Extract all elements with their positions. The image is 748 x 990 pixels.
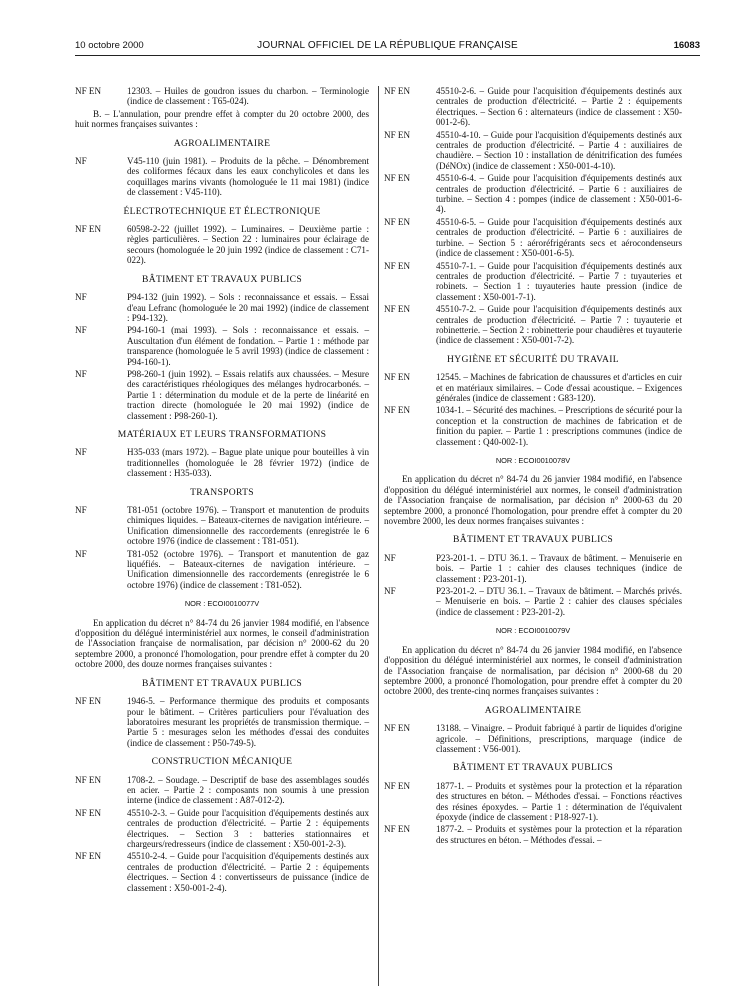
- norm-entry: [384, 553, 682, 584]
- norm-entry: [384, 781, 682, 823]
- norm-code: NF EN: [75, 851, 102, 862]
- nor-reference: NOR : ECOI0010078V: [495, 456, 571, 465]
- norm-entry: [75, 808, 369, 850]
- norm-code: NF EN: [384, 405, 411, 416]
- norm-text: 1708-2. – Soudage. – Descriptif de base des assemblages soudés en acier. – Partie 2 : composants non soumis à une pression interne (indice de classement : A87-012-2).: [127, 774, 369, 806]
- norm-code: NF EN: [75, 807, 102, 818]
- paragraph: En application du décret n° 84-74 du 26 janvier 1984 modifié, en l'absence d'opposition du délégué interministériel aux normes, le conseil d'administration de l'Association française de normalisation, par décision n° 2000-63 du 20 septembre 2000, a prononcé l'homologation, pour prendre effet à compter du 20 novembre 2000, les deux normes françaises suivantes :: [384, 474, 682, 527]
- header-title: JOURNAL OFFICIEL DE LA RÉPUBLIQUE FRANÇAISE: [257, 40, 518, 51]
- norm-code: NF EN: [384, 304, 411, 315]
- norm-code: NF: [75, 548, 87, 559]
- norm-text: 45510-2-3. – Guide pour l'acquisition d'équipements destinés aux centrales de production d'électricité. – Partie 2 : équipements électriques. – Section 3 : batteries stationnaires et chargeurs/redresseurs (indice de classement : X50-001-2-3).: [127, 807, 369, 849]
- norm-code: NF EN: [75, 774, 102, 785]
- norm-text: 45510-4-10. – Guide pour l'acquisition d'équipements destinés aux centrales de production d'électricité. – Partie 4 : auxiliaires de chaudière. – Section 10 : installation de dénitrification des fumées (DéNOx) (indice de classement : X50-001-4-10).: [436, 129, 682, 171]
- norm-entry: [384, 304, 682, 346]
- norm-code: NF: [75, 505, 87, 515]
- norm-text: 45510-6-4. – Guide pour l'acquisition d'équipements destinés aux centrales de production d'électricité. – Partie 6 : auxiliaires de turbine. – Section 4 : pompes (indice de classement : X50-001-6-4).: [436, 173, 682, 215]
- norm-code: NF EN: [75, 696, 102, 707]
- norm-text: 45510-7-2. – Guide pour l'acquisition d'équipements destinés aux centrales de production d'électricité. – Partie 7 : tuyauterie et robinetterie. – Section 2 : robinetterie pour chaudières et tuyauterie (indice de classement : X50-001-7-2).: [436, 304, 682, 346]
- section-heading: BÂTIMENT ET TRAVAUX PUBLICS: [453, 762, 613, 774]
- norm-code: NF: [75, 368, 87, 379]
- norm-entry: [384, 217, 682, 259]
- norm-text: P94-132 (juin 1992). – Sols : reconnaissance et essais. – Essai d'eau Lefranc (homologuée le 20 mai 1992) (indice de classement : P94-132).: [127, 292, 369, 323]
- norm-entry: [384, 86, 682, 128]
- norm-text: P98-260-1 (juin 1992). – Essais relatifs aux chaussées. – Mesure des caractéristiques rhéologiques des mélanges hydrocarbonés. – Partie 1 : détermination du module et de la perte de linéarité en traction directe (homologuée le 20 mai 1992) (indice de classement : P98-260-1).: [127, 368, 369, 421]
- norm-text: 60598-2-22 (juillet 1992). – Luminaires. – Deuxième partie : règles particulières. – Section 22 : luminaires pour éclairage de secours (homologuée le 20 juin 1992 (indice de classement : C71-022).: [127, 224, 369, 266]
- norm-code: NF: [75, 156, 87, 167]
- norm-entry: [384, 586, 682, 617]
- norm-code: NF EN: [384, 260, 411, 271]
- norm-entry: [384, 130, 682, 172]
- norm-code: NF EN: [384, 723, 411, 734]
- norm-entry: [75, 775, 369, 806]
- norm-code: NF: [75, 292, 87, 303]
- paragraph: En application du décret n° 84-74 du 26 janvier 1984 modifié, en l'absence d'opposition du délégué interministériel aux normes, le conseil d'administration de l'Association française de normalisation, par décision n° 2000-62 du 20 septembre 2000, a prononcé l'homologation, pour prendre effet à compter du 20 octobre 2000, des douze normes françaises suivantes :: [75, 617, 369, 670]
- nor-reference: NOR : ECOI0010079V: [495, 626, 571, 636]
- norm-entry: [384, 261, 682, 303]
- nor-reference: NOR : ECOI0010077V: [184, 599, 260, 609]
- column-separator: [378, 86, 379, 986]
- norm-code: NF EN: [384, 216, 411, 227]
- norm-entry: [75, 369, 369, 421]
- norm-text: P23-201-2. – DTU 36.1. – Travaux de bâtiment. – Marchés privés. – Menuiserie en bois. – Partie 2 : cahier des clauses spéciales (indice de classement : P23-201-2).: [436, 586, 682, 617]
- section-heading: TRANSPORTS: [190, 486, 254, 498]
- norm-code: NF EN: [384, 824, 411, 835]
- norm-text: V45-110 (juin 1981). – Produits de la pêche. – Dénombrement des coliformes fécaux dans les eaux conchylicoles et dans les coquillages marins vivants (homologuée le 11 mai 1981) (indice de classement : V45-110).: [127, 156, 369, 198]
- norm-text: 45510-6-5. – Guide pour l'acquisition d'équipements destinés aux centrales de production d'électricité. – Partie 6 : auxiliaires de turbine. – Section 5 : aéroréfrigérants secs et aérocondenseurs (indice de classement : X50-001-6-5).: [436, 216, 682, 259]
- norm-text: 12303. – Huiles de goudron issues du charbon. – Terminologie (indice de classement : T65-024).: [127, 86, 369, 107]
- norm-code: NF: [384, 586, 396, 597]
- paragraph: B. – L'annulation, pour prendre effet à compter du 20 octobre 2000, des huit normes françaises suivantes :: [75, 108, 369, 130]
- norm-code: NF EN: [384, 780, 411, 791]
- section-heading: AGROALIMENTAIRE: [484, 704, 582, 716]
- norm-text: 1034-1. – Sécurité des machines. – Prescriptions de sécurité pour la conception et la construction de machines de fabrication et de finition du papier. – Partie 1 : prescriptions communes (indice de classement : Q40-002-1).: [436, 405, 682, 447]
- section-heading: ÉLECTROTECHNIQUE ET ÉLECTRONIQUE: [123, 205, 321, 217]
- section-heading: AGROALIMENTAIRE: [173, 137, 271, 149]
- section-heading: BÂTIMENT ET TRAVAUX PUBLICS: [142, 273, 302, 285]
- norm-code: NF EN: [384, 372, 411, 383]
- section-heading: HYGIÈNE ET SÉCURITÉ DU TRAVAIL: [447, 353, 619, 365]
- norm-entry: [384, 723, 682, 754]
- norm-text: 45510-2-4. – Guide pour l'acquisition d'équipements destinés aux centrales de production d'électricité. – Partie 2 : équipements électriques. – Section 4 : convertisseurs de puissance (indice de classement : X50-001-2-4).: [127, 851, 369, 893]
- norm-text: 12545. – Machines de fabrication de chaussures et d'articles en cuir et en matériaux similaires. – Code d'essai acoustique. – Exigences générales (indice de classement : G83-120).: [436, 372, 682, 403]
- norm-entry: [75, 156, 369, 198]
- left-column: [75, 86, 369, 895]
- header-rule: [75, 55, 700, 56]
- paragraph: En application du décret n° 84-74 du 26 janvier 1984 modifié, en l'absence d'opposition du délégué interministériel aux normes, le conseil d'administration de l'Association française de normalisation, par décision n° 2000-68 du 20 septembre 2000, a prononcé l'homologation, pour prendre effet à compter du 20 octobre 2000, des trente-cinq normes françaises suivantes :: [384, 644, 682, 697]
- header-page-number: 16083: [673, 40, 700, 51]
- norm-entry: [384, 372, 682, 403]
- norm-text: 45510-7-1. – Guide pour l'acquisition d'équipements destinés aux centrales de production d'électricité. – Partie 7 : tuyauteries et robinets. – Section 1 : tuyauteries haute pression (indice de classement : X50-001-7-1).: [436, 260, 682, 302]
- norm-code: NF: [75, 447, 87, 458]
- norm-entry: [75, 696, 369, 748]
- norm-code: NF EN: [75, 224, 102, 235]
- norm-text: T81-052 (octobre 1976). – Transport et manutention de gaz liquéfiés. – Bateaux-citernes de navigation intérieure. – Unification dimensionnelle des raccordements (enregistrée le 6 octobre 1976) (indice de classement : T81-052).: [127, 548, 369, 590]
- norm-code: NF: [75, 325, 87, 336]
- header-date: 10 octobre 2000: [75, 40, 144, 51]
- norm-entry: [75, 549, 369, 591]
- section-heading: BÂTIMENT ET TRAVAUX PUBLICS: [453, 534, 613, 546]
- norm-entry: [75, 292, 369, 323]
- section-heading: CONSTRUCTION MÉCANIQUE: [151, 756, 293, 768]
- norm-text: H35-033 (mars 1972). – Bague plate unique pour bouteilles à vin traditionnelles (homologuée le 28 février 1972) (indice de classement : H35-033).: [127, 447, 369, 479]
- norm-text: 45510-2-6. – Guide pour l'acquisition d'équipements destinés aux centrales de production d'électricité. – Partie 2 : équipements électriques. – Section 6 : alternateurs (indice de classement : X50-001-2-6).: [436, 86, 682, 128]
- norm-text: 1946-5. – Performance thermique des produits et composants pour le bâtiment. – Critères particuliers pour l'évaluation des laboratoires mesurant les propriétés de transmission thermique. – Partie 5 : mesurages selon les méthodes d'essai des conduites (indice de classement : P50-749-5).: [127, 696, 369, 748]
- norm-text: 1877-1. – Produits et systèmes pour la protection et la réparation des structures en béton. – Méthodes d'essai. – Fonctions réactives des résines époxydes. – Partie 1 : détermination de l'équivalent époxyde (indice de classement : P18-927-1).: [436, 780, 682, 822]
- norm-text: P94-160-1 (mai 1993). – Sols : reconnaissance et essais. – Auscultation d'un élément de fondation. – Partie 1 : méthode par transparence (homologuée le 5 avril 1993) (indice de classement : P94-160-1).: [127, 325, 369, 367]
- norm-entry: [75, 86, 369, 107]
- norm-entry: [75, 325, 369, 367]
- norm-text: T81-051 (octobre 1976). – Transport et manutention de produits chimiques liquides. – Bateaux-citernes de navigation intérieure. – Unification dimensionnelle des raccordements (enregistrée le 6 octobre 1976 (indice de classement : T81-051).: [127, 505, 369, 547]
- norm-entry: [75, 505, 369, 547]
- norm-entry: [384, 405, 682, 447]
- norm-entry: [384, 173, 682, 215]
- norm-text: 1877-2. – Produits et systèmes pour la protection et la réparation des structures en béton. – Méthodes d'essai. –: [436, 824, 682, 845]
- norm-code: NF EN: [75, 86, 102, 96]
- norm-entry: [75, 851, 369, 893]
- norm-entry: [75, 447, 369, 478]
- norm-code: NF EN: [384, 86, 411, 96]
- page-header: [75, 40, 700, 56]
- section-heading: BÂTIMENT ET TRAVAUX PUBLICS: [142, 677, 302, 689]
- norm-text: 13188. – Vinaigre. – Produit fabriqué à partir de liquides d'origine agricole. – Définitions, prescriptions, marquage (indice de classement : V56-001).: [436, 723, 682, 754]
- norm-code: NF: [384, 552, 396, 563]
- norm-code: NF EN: [384, 173, 411, 184]
- section-heading: MATÉRIAUX ET LEURS TRANSFORMATIONS: [117, 428, 327, 440]
- norm-code: NF EN: [384, 129, 411, 140]
- norm-entry: [75, 224, 369, 266]
- norm-entry: [384, 824, 682, 845]
- right-column: [384, 86, 682, 847]
- norm-text: P23-201-1. – DTU 36.1. – Travaux de bâtiment. – Menuiserie en bois. – Partie 1 : cahier des clauses techniques (indice de classement : P23-201-1).: [436, 552, 682, 584]
